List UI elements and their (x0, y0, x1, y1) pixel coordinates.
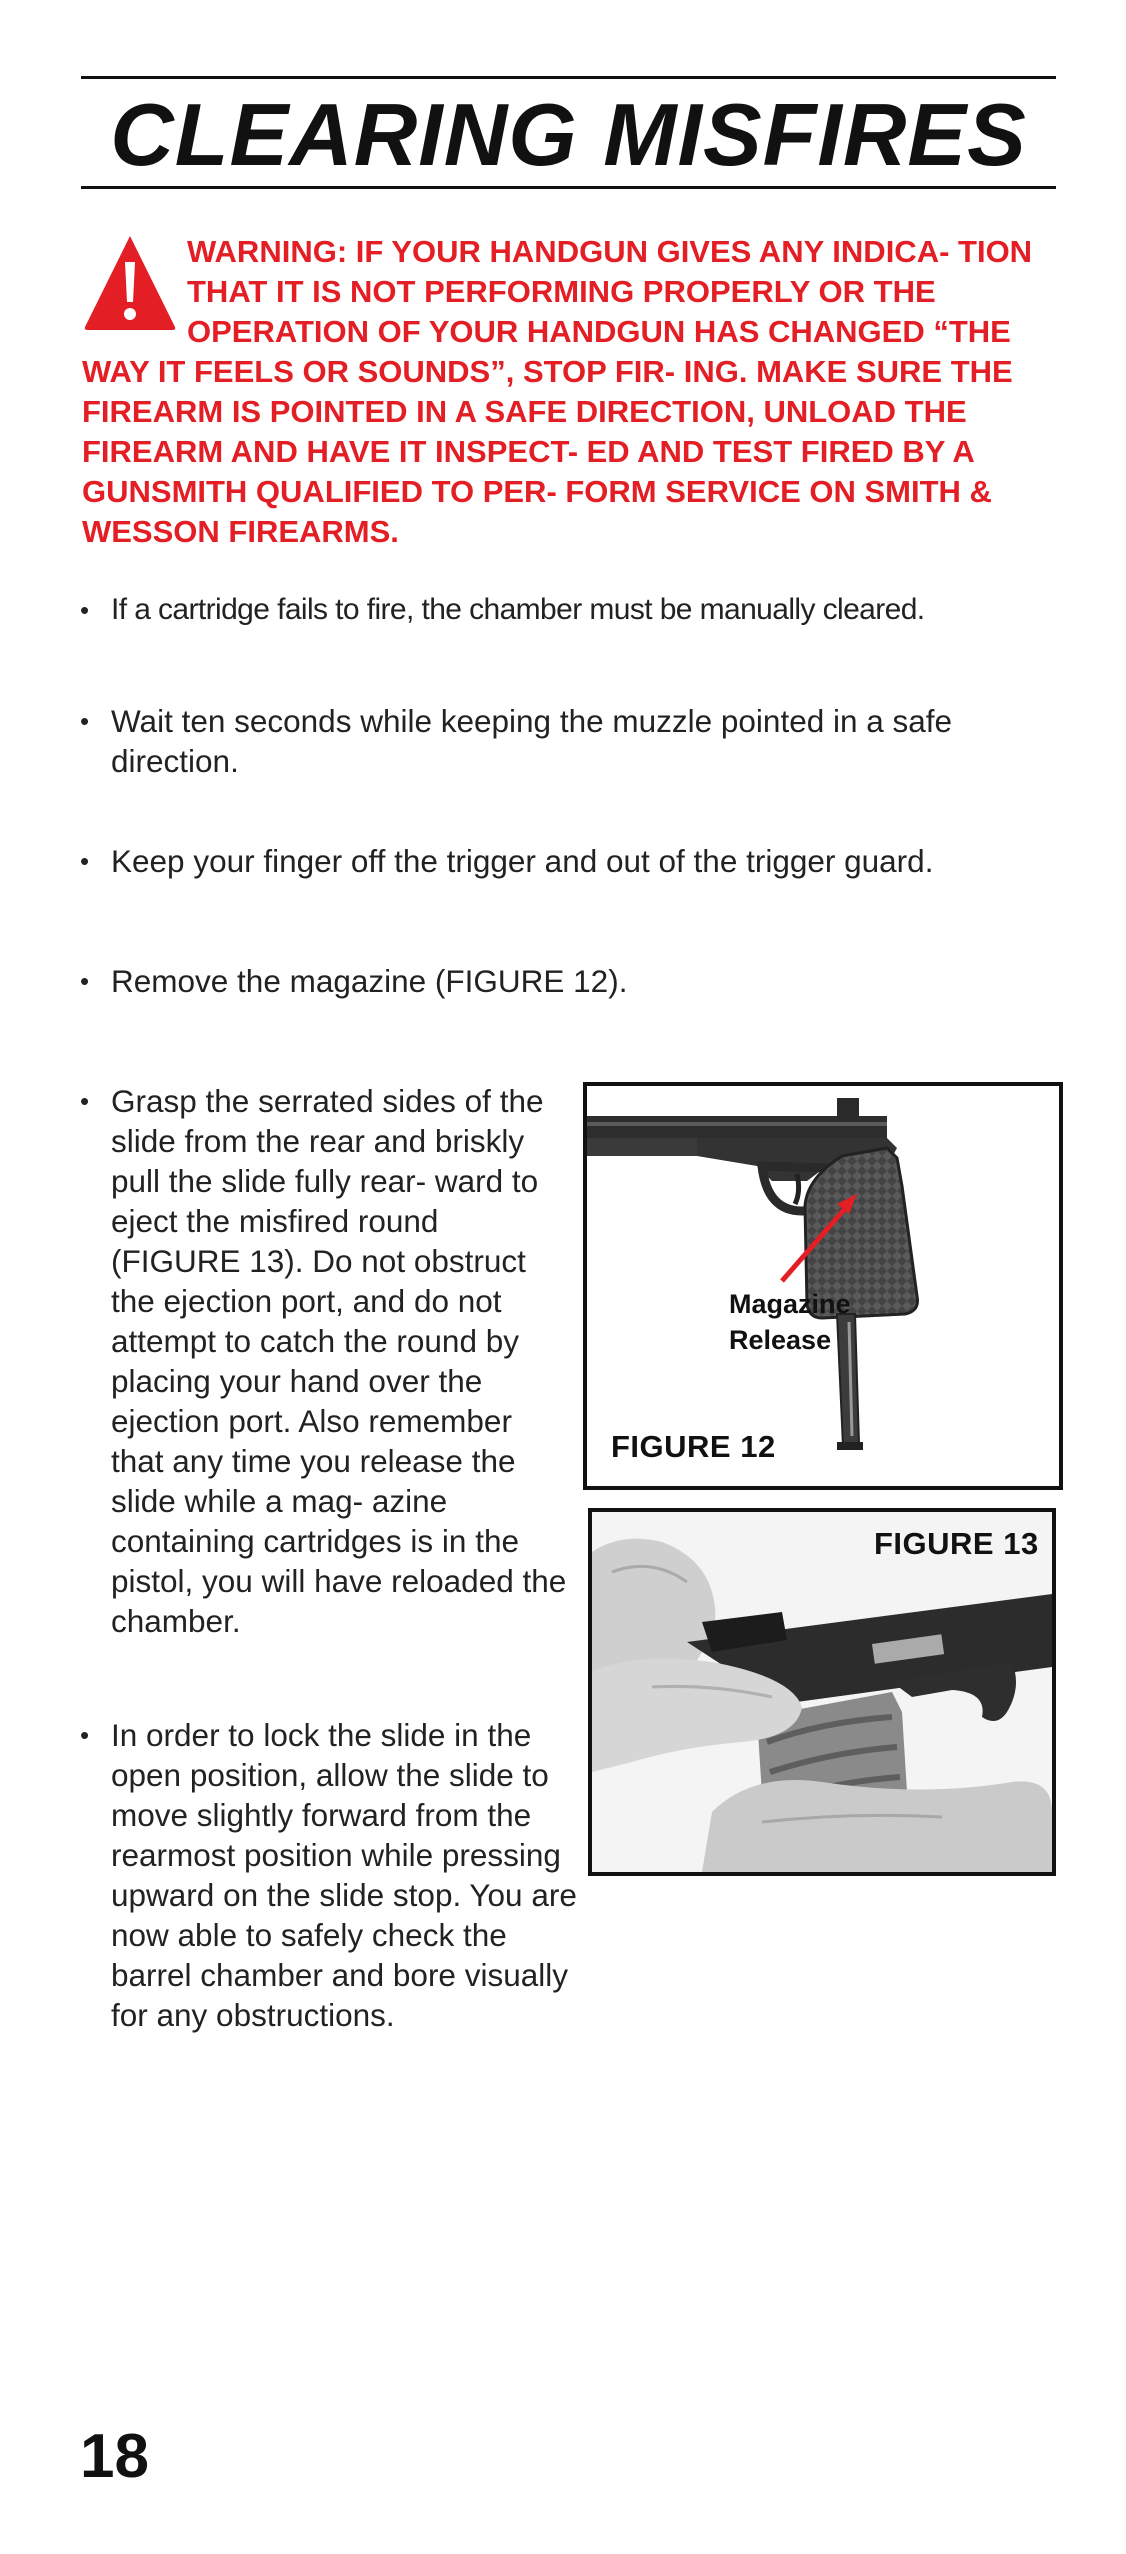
title-bottom-rule (81, 186, 1056, 189)
list-item-text: Wait ten seconds while keeping the muzzle pointed in a safe direction. (111, 703, 953, 779)
slide-racking-image (592, 1512, 1052, 1872)
list-item (80, 701, 1060, 781)
page-title: CLEARING MISFIRES (110, 85, 1027, 184)
bullet-dot: • (80, 846, 90, 876)
bullet-dot: • (80, 1086, 90, 1116)
figure-13 (588, 1508, 1056, 1876)
list-item (80, 590, 1070, 630)
page-number: 18 (80, 2422, 149, 2491)
figure-13-label: FIGURE 13 (874, 1526, 1039, 1561)
list-item (80, 841, 1070, 881)
bullet-dot: • (80, 1720, 90, 1750)
bullet-dot: • (80, 595, 89, 625)
list-item-text: In order to lock the slide in the open position, allow the slide to move slightly forward from the rearmost position while pressing upward on the slide stop. You are now able to safely check the barrel chamber and bore visually for any obstructions. (111, 1717, 577, 2033)
list-item-text: Grasp the serrated sides of the slide from the rear and briskly pull the slide fully rear- ward to eject the misfired round (FIGURE 13). Do not obstruct the ejection port, and do not attempt to catch the round by placing your hand over the ejection port. Also remember that any time you release the slide while a mag- azine containing cartridges is in the pistol, you will have reloaded the chamber. (111, 1083, 567, 1639)
list-item-text: If a cartridge fails to fire, the chamber must be manually cleared. (111, 593, 925, 626)
list-item-text: Keep your finger off the trigger and out of the trigger guard. (111, 843, 934, 879)
magazine-release-callout: Magazine Release (729, 1289, 851, 1355)
list-item-text: Remove the magazine (FIGURE 12). (111, 963, 628, 999)
list-item (80, 1715, 580, 2035)
title-top-rule (81, 76, 1056, 79)
bullet-dot: • (80, 706, 90, 736)
list-item (80, 1081, 570, 1641)
figure-12 (583, 1082, 1063, 1490)
list-item (80, 961, 1060, 1001)
warning-text: WARNING: IF YOUR HANDGUN GIVES ANY INDICA- TION THAT IT IS NOT PERFORMING PROPERLY OR THE OPERATION OF YOUR HANDGUN HAS CHANGED “THE WAY IT FEELS OR SOUNDS”, STOP FIR- ING. MAKE SURE THE FIREARM IS POINTED IN A SAFE DIRECTION, UNLOAD THE FIREARM AND HAVE IT INSPECT- ED AND TEST FIRED BY A GUNSMITH QUALIFIED TO PER- FORM SERVICE ON SMITH & WESSON FIREARMS. (82, 234, 1033, 549)
bullet-dot: • (80, 966, 90, 996)
figure-12-label: FIGURE 12 (611, 1429, 776, 1464)
